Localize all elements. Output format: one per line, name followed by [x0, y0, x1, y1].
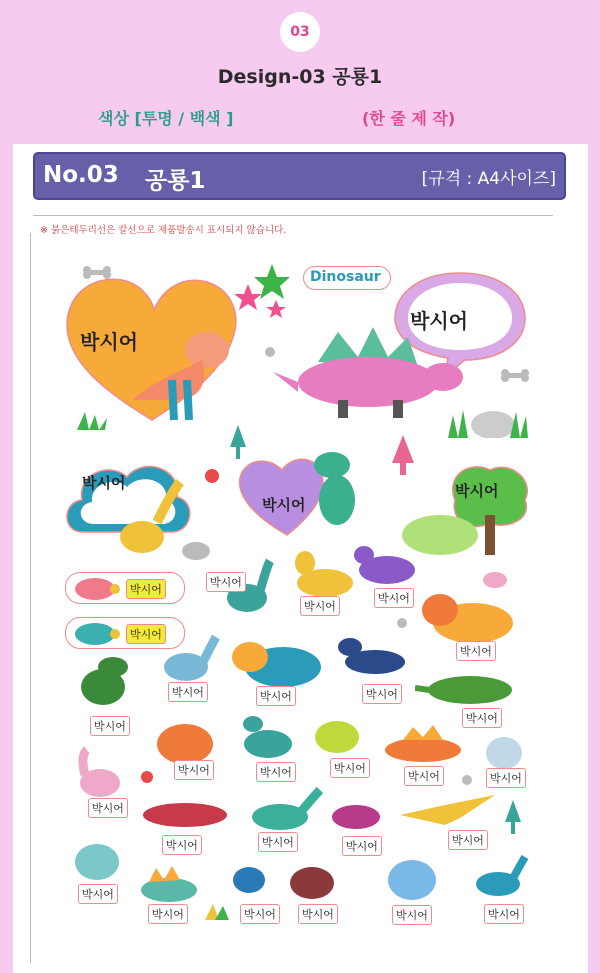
blue-triceratops-sticker: [228, 632, 328, 690]
flower-sticker: [140, 770, 154, 784]
bone-sticker: [82, 265, 112, 280]
sticker-name-label: 박시어: [256, 762, 296, 782]
sticker-name-label: 박시어: [174, 760, 214, 780]
spinosaurus-sticker: [378, 722, 468, 767]
sticker-name-label: 박시어: [162, 835, 202, 855]
sticker-name-label: 박시어: [240, 904, 280, 924]
tree-sticker: [505, 800, 521, 835]
teal-longneck-sticker: [245, 785, 325, 835]
paw-icon: [262, 342, 278, 358]
sticker-name-label: 박시어: [298, 904, 338, 924]
dinosaur-logo-sticker: [303, 266, 391, 290]
design-number-badge: 03: [280, 12, 320, 52]
teal-dino-sticker: [238, 712, 298, 762]
page-title: Design-03 공룡1: [217, 66, 383, 88]
rock-grass-sticker: [448, 400, 528, 438]
purple-heart-dino-sticker: [232, 440, 372, 540]
sticker-name-label: 박시어: [456, 641, 496, 661]
red-dino-sticker: [135, 790, 235, 838]
sticker-name-label: 박시어: [342, 836, 382, 856]
product-spec: [규격 : A4사이즈]: [421, 169, 556, 189]
sticker-name-label: 박시어: [455, 482, 499, 500]
sticker-name-label: 박시어: [126, 624, 166, 644]
trex-green-sticker: [68, 655, 138, 715]
lime-dino-sticker: [305, 705, 365, 760]
purple-dino-sticker: [352, 540, 422, 590]
cut-line-notice: ※ 붉은테두리선은 칼선으로 제품발송시 표시되지 않습니다.: [40, 225, 287, 236]
sticker-name-label: 박시어: [362, 684, 402, 704]
sticker-name-label: 박시어: [462, 708, 502, 728]
blue-longneck-sticker: [470, 852, 530, 902]
cloud-dino-sticker: [62, 452, 192, 560]
blue-raptor-sticker: [225, 850, 273, 900]
sticker-name-label: 박시어: [404, 766, 444, 786]
sticker-name-label: 박시어: [484, 904, 524, 924]
sticker-name-label: 박시어: [168, 682, 208, 702]
star-sticker: [232, 262, 292, 322]
sticker-name-label: 박시어: [262, 496, 306, 514]
teal-triceratops-sticker: [70, 832, 125, 884]
sticker-name-label: 박시어: [448, 830, 488, 850]
sticker-name-label: 박시어: [206, 572, 246, 592]
sticker-name-label: 박시어: [148, 904, 188, 924]
sticker-name-label: 박시어: [78, 884, 118, 904]
turtle-icon: [70, 575, 120, 601]
product-banner: [33, 152, 566, 200]
brown-trex-sticker: [282, 855, 342, 905]
sticker-name-label: 박시어: [300, 596, 340, 616]
vertical-ruler: [18, 233, 31, 963]
flower-sticker: [204, 468, 220, 484]
navy-trex-sticker: [335, 632, 415, 690]
paw-icon: [460, 772, 474, 786]
blue-baby-triceratops-sticker: [382, 850, 442, 905]
color-options-note: 색상 [투명 / 백색 ]: [98, 109, 234, 128]
sticker-name-label: 박시어: [410, 309, 468, 333]
product-name: 공룡1: [145, 168, 206, 194]
yellow-dino-sticker: [290, 548, 360, 603]
dinosaur-logo-text: Dinosaur: [310, 269, 381, 285]
horizontal-ruler: [33, 203, 553, 216]
sticker-name-label: 박시어: [256, 686, 296, 706]
pterodactyl-sticker: [400, 790, 495, 830]
sticker-name-label: 박시어: [82, 474, 126, 492]
sticker-name-label: 박시어: [80, 330, 138, 354]
leaf-sticker: [205, 902, 229, 920]
single-line-note: (한 줄 제 작): [362, 109, 456, 128]
paw-icon: [395, 615, 409, 629]
sticker-name-label: 박시어: [258, 832, 298, 852]
grass-sticker: [77, 410, 107, 430]
turtle-name-sticker: [65, 572, 185, 604]
rock-sticker: [180, 535, 212, 560]
sticker-name-label: 박시어: [126, 579, 166, 599]
sticker-name-label: 박시어: [392, 905, 432, 925]
magenta-dino-sticker: [326, 792, 386, 837]
bone-sticker: [500, 368, 530, 383]
stegosaurus-small-sticker: [134, 858, 204, 906]
sticker-name-label: 박시어: [330, 758, 370, 778]
pink-longneck-sticker: [75, 745, 130, 800]
sticker-name-label: 박시어: [486, 768, 526, 788]
sticker-name-label: 박시어: [88, 798, 128, 818]
turtle-icon: [70, 620, 120, 646]
blue-dino-sticker: [158, 632, 223, 687]
ankylosaurus-sticker: [415, 668, 520, 708]
product-number: No.03: [43, 162, 119, 188]
stegosaurus-sticker: [268, 322, 468, 422]
orange-triceratops-sticker: [418, 588, 518, 648]
sticker-name-label: 박시어: [90, 716, 130, 736]
mushroom-sticker: [480, 570, 510, 592]
sticker-name-label: 박시어: [374, 588, 414, 608]
baby-dino-sticker: [482, 728, 527, 773]
